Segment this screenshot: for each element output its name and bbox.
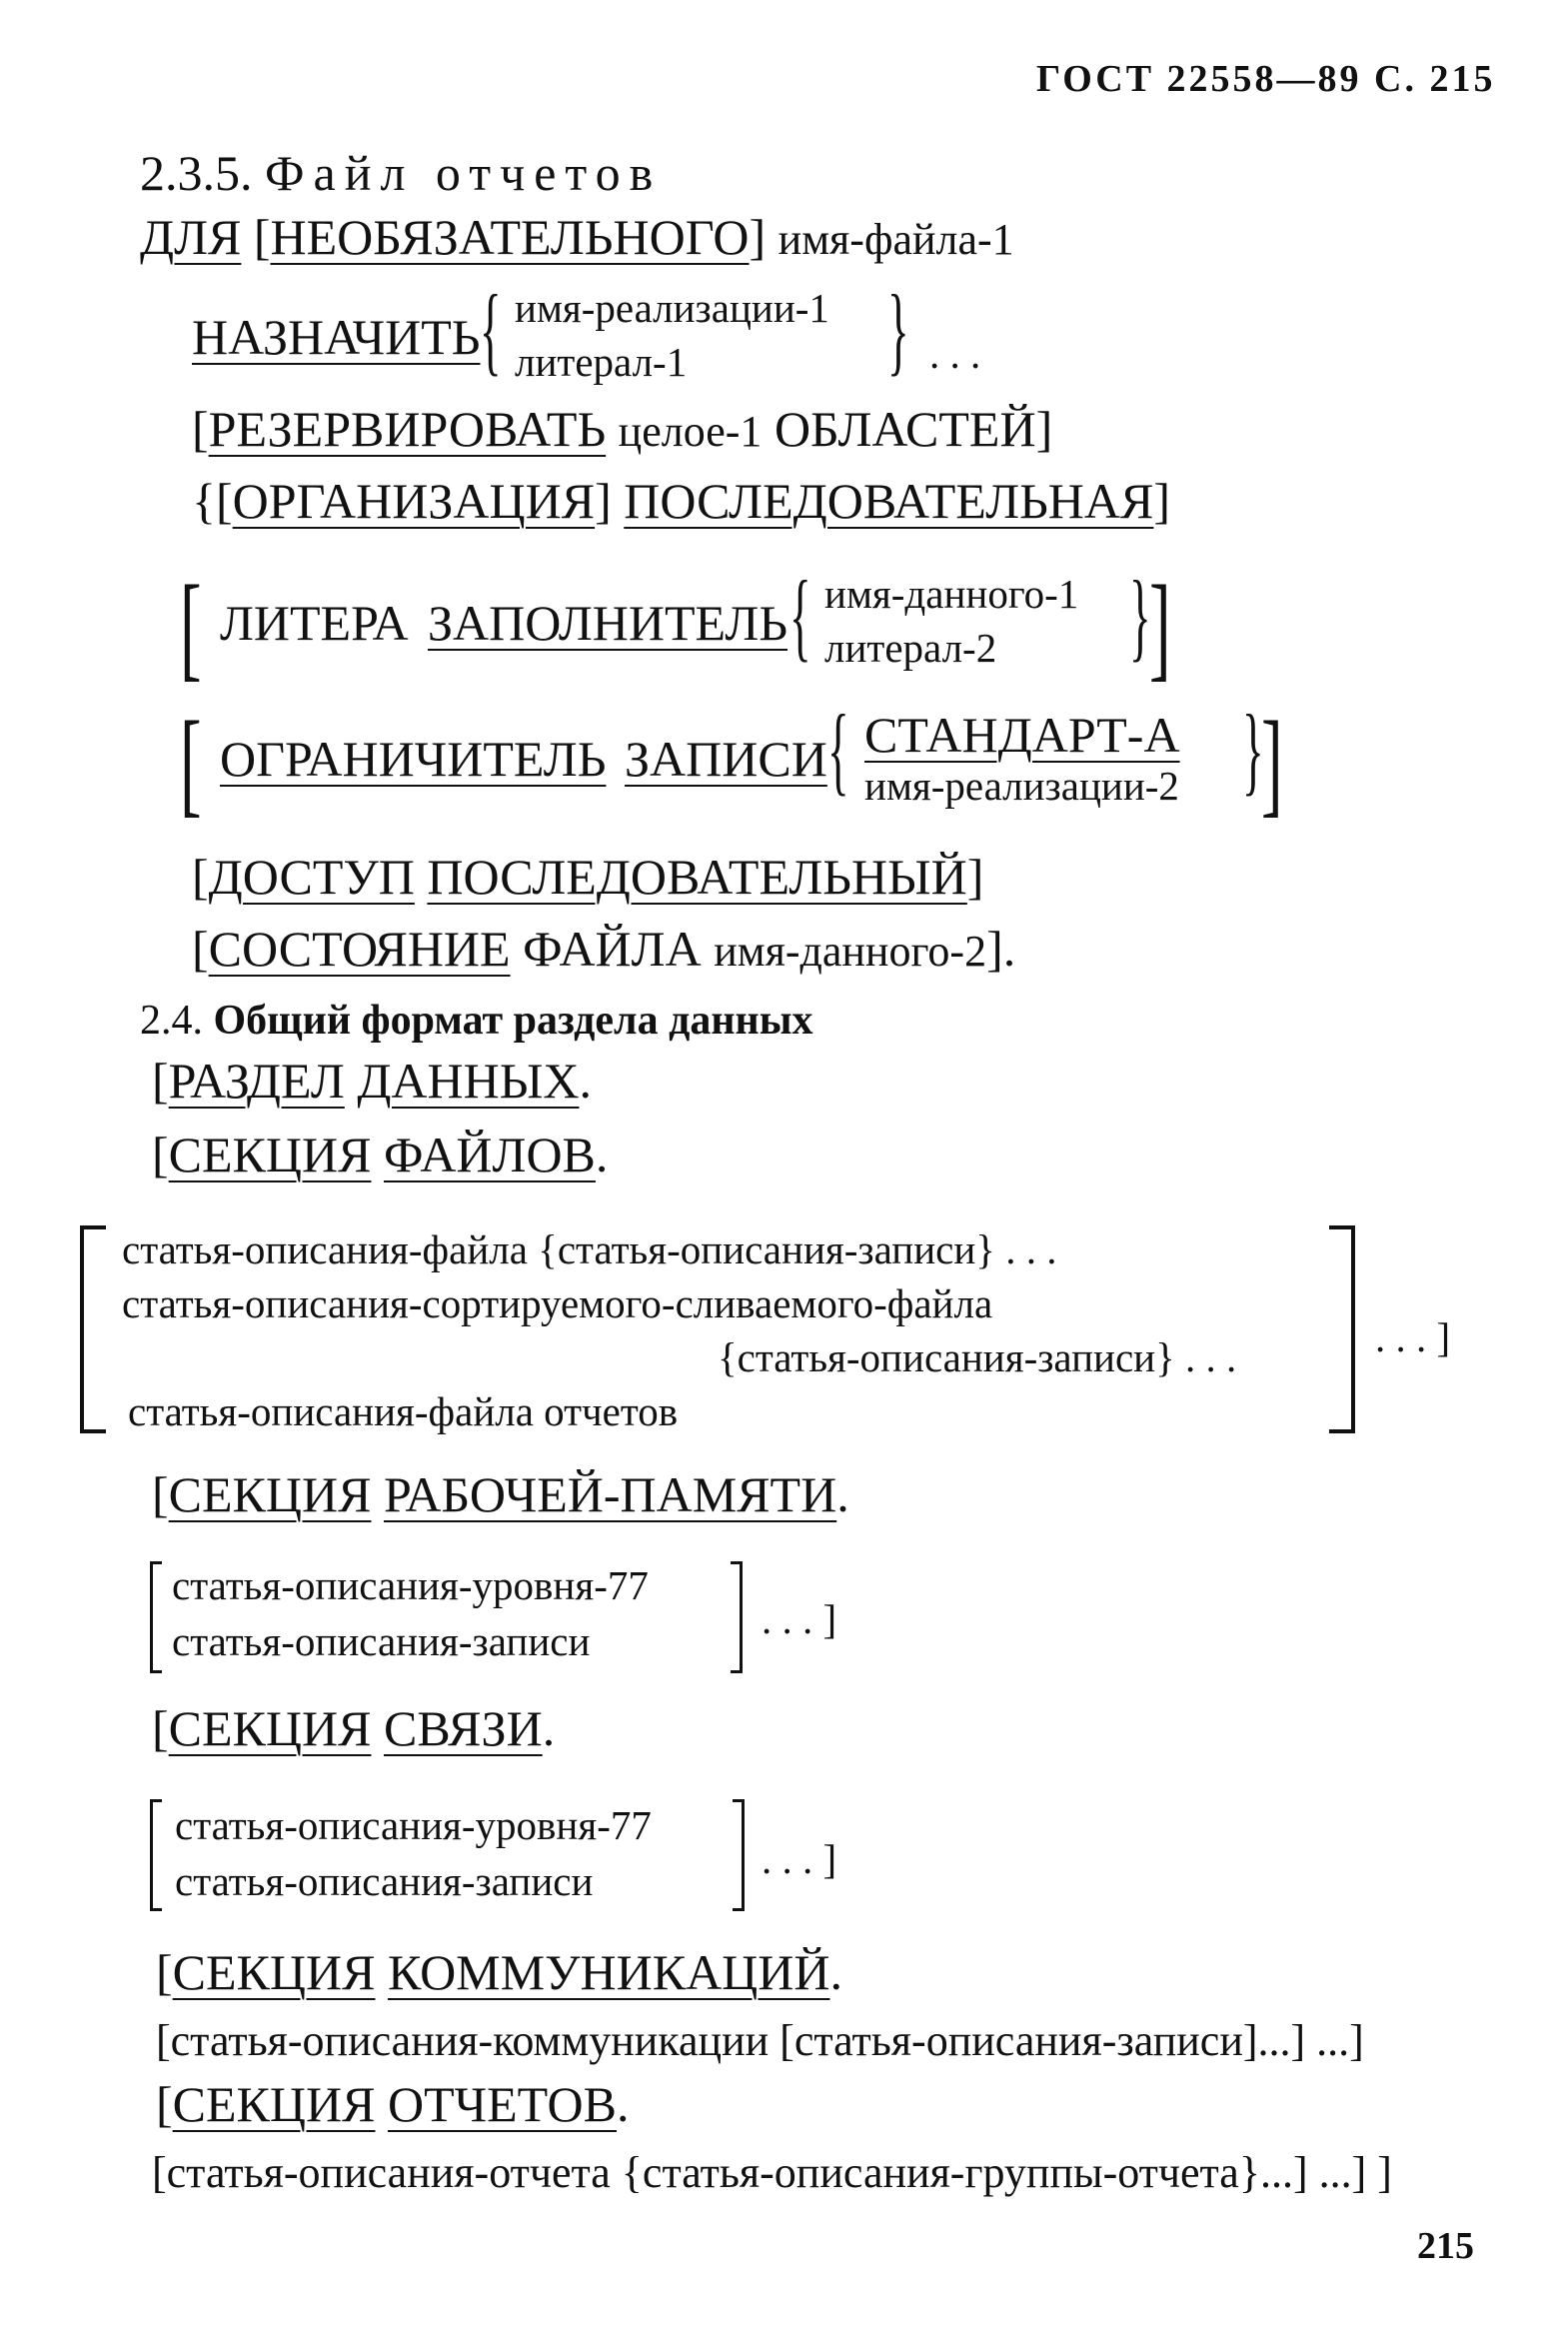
organization-line: {[ОРГАНИЗАЦИЯ] ПОСЛЕДОВАТЕЛЬНАЯ]: [192, 473, 1171, 529]
bracket-right-big-v: [1351, 1225, 1355, 1433]
section-title-24: Общий формат раздела данных: [213, 998, 813, 1044]
keyword-section-4: СЕКЦИЯ: [172, 1944, 376, 2000]
linkage-line: [СЕКЦИЯ СВЯЗИ.: [152, 1700, 556, 1756]
ellipsis: . . .: [929, 331, 981, 377]
keyword-files: ФАЙЛОВ: [383, 1127, 596, 1182]
keyword-division: РАЗДЕЛ: [168, 1053, 345, 1109]
literal-2: литерал-2: [824, 625, 997, 671]
section-number: 2.3.5.: [140, 145, 253, 201]
bracket-ws-left-bottom: [150, 1670, 162, 1673]
ls-record: статья-описания-записи: [175, 1858, 594, 1904]
keyword-reports: ОТЧЕТОВ: [387, 2076, 617, 2132]
working-storage-line: [СЕКЦИЯ РАБОЧЕЙ-ПАМЯТИ.: [152, 1466, 849, 1522]
keyword-data: ДАННЫХ: [357, 1053, 580, 1109]
keyword-section-2: СЕКЦИЯ: [168, 1466, 372, 1522]
bracket-left-big-v: [80, 1225, 84, 1433]
keyword-padding: ЗАПОЛНИТЕЛЬ: [428, 595, 788, 651]
file-section-line: [СЕКЦИЯ ФАЙЛОВ.: [152, 1127, 609, 1182]
impl-name-1: имя-реализации-1: [515, 285, 829, 331]
impl-name-2: имя-реализации-2: [864, 763, 1179, 809]
keyword-areas: ОБЛАСТЕЙ: [774, 401, 1036, 457]
bracket-open-2: [: [180, 697, 202, 828]
ws-record: статья-описания-записи: [172, 1618, 591, 1664]
brace-left: {: [480, 274, 502, 385]
brace-left-3: {: [827, 694, 849, 805]
keyword-dlya: ДЛЯ: [140, 209, 242, 265]
brace-left-2: {: [789, 560, 811, 671]
keyword-organization: ОРГАНИЗАЦИЯ: [232, 473, 596, 529]
brace-right-3: }: [1242, 694, 1264, 805]
bracket-ls-left-top: [150, 1799, 162, 1802]
header-page: 215: [1429, 58, 1496, 100]
data-name-1: имя-данного-1: [824, 571, 1079, 617]
keyword-communication: КОММУНИКАЦИЙ: [387, 1944, 830, 2000]
keyword-section-1: СЕКЦИЯ: [168, 1127, 372, 1182]
integer-1: целое-1: [618, 407, 763, 456]
bracket-ls-right-top: [733, 1799, 745, 1802]
keyword-linkage: СВЯЗИ: [383, 1700, 543, 1756]
rd-entry-line: статья-описания-файла отчетов: [128, 1388, 679, 1434]
bracket-ws-right-v: [740, 1561, 743, 1673]
communication-line: [СЕКЦИЯ КОММУНИКАЦИЙ.: [156, 1944, 842, 2000]
data-name-2: имя-данного-2: [714, 927, 987, 976]
literal-1: литерал-1: [515, 339, 688, 385]
bracket-right-big-top: [1329, 1225, 1355, 1229]
file-name-1: имя-файла-1: [778, 215, 1014, 264]
section-title: Файл отчетов: [265, 145, 663, 201]
sd-entry: статья-описания-сортируемого-сливаемого-файла: [122, 1280, 993, 1326]
keyword-delimiter: ОГРАНИЧИТЕЛЬ: [220, 731, 607, 787]
status-line: [СОСТОЯНИЕ ФАЙЛА имя-данного-2].: [192, 921, 1016, 977]
keyword-file: ФАЙЛА: [523, 921, 702, 977]
ws-level77: статья-описания-уровня-77: [172, 1562, 649, 1608]
cd-entry: [статья-описания-коммуникации [статья-описания-записи]...] ...]: [156, 2016, 1364, 2065]
keyword-sequential-f: ПОСЛЕДОВАТЕЛЬНАЯ: [624, 473, 1154, 529]
bracket-ws-right-bottom: [731, 1670, 743, 1673]
keyword-standard: СТАНДАРТ-А: [864, 707, 1180, 763]
keyword-optional: НЕОБЯЗАТЕЛЬНОГО: [270, 209, 750, 265]
bracket-ws-left-v: [150, 1561, 153, 1673]
keyword-reserve: РЕЗЕРВИРОВАТЬ: [208, 401, 607, 457]
running-header: [1036, 60, 1496, 98]
bracket-ls-left-bottom: [150, 1908, 162, 1911]
bracket-right-big-bottom: [1329, 1429, 1355, 1433]
ellipsis-big: . . . ]: [1375, 1314, 1451, 1360]
bracket-left-big-top: [80, 1225, 106, 1229]
section-heading-24: [140, 1000, 813, 1042]
bracket-left-big-bottom: [80, 1429, 106, 1433]
fd-entry: статья-описания-файла {статья-описания-записи} . . .: [122, 1226, 1057, 1272]
brace-right: }: [887, 274, 909, 385]
data-division-line: [РАЗДЕЛ ДАННЫХ.: [152, 1053, 592, 1109]
bracket-ls-right-bottom: [733, 1908, 745, 1911]
ellipsis-ls: . . . ]: [762, 1836, 837, 1882]
report-section-line: [СЕКЦИЯ ОТЧЕТОВ.: [156, 2076, 630, 2132]
bracket-ws-left-top: [150, 1561, 162, 1564]
bracket-close-1: ]: [1149, 561, 1171, 692]
bracket-close-2: ]: [1261, 697, 1283, 828]
keyword-working: РАБОЧЕЙ-ПАМЯТИ: [383, 1466, 837, 1522]
header-gost: ГОСТ: [1036, 58, 1155, 100]
access-line: [ДОСТУП ПОСЛЕДОВАТЕЛЬНЫЙ]: [192, 849, 984, 905]
sd-entry-cont: {статья-описания-записи} . . .: [718, 1334, 1237, 1380]
bracket-ws-right-top: [731, 1561, 743, 1564]
keyword-section-3: СЕКЦИЯ: [168, 1700, 372, 1756]
fd-line: ДЛЯ [НЕОБЯЗАТЕЛЬНОГО] имя-файла-1: [140, 209, 1014, 265]
bracket-ls-left-v: [150, 1799, 153, 1911]
section-number-24: 2.4.: [140, 998, 203, 1044]
brace-right-2: }: [1129, 560, 1151, 671]
header-page-label: С.: [1374, 58, 1417, 100]
keyword-assign: НАЗНАЧИТЬ: [192, 309, 481, 365]
keyword-record: ЗАПИСИ: [625, 731, 827, 787]
ls-level77: статья-описания-уровня-77: [175, 1802, 652, 1848]
section-heading-235: [140, 145, 663, 201]
header-number: 22558—89: [1166, 58, 1362, 100]
ellipsis-ws: . . . ]: [762, 1596, 837, 1642]
bracket-open-1: [: [180, 561, 202, 692]
rd-entry: [статья-описания-отчета {статья-описания-группы-отчета}...] ...] ]: [152, 2148, 1392, 2197]
keyword-sequential-m: ПОСЛЕДОВАТЕЛЬНЫЙ: [427, 849, 967, 905]
page-number: 215: [1417, 2225, 1474, 2267]
bracket-ls-right-v: [742, 1799, 745, 1911]
reserve-line: [РЕЗЕРВИРОВАТЬ целое-1 ОБЛАСТЕЙ]: [192, 401, 1053, 457]
keyword-litera: ЛИТЕРА: [220, 595, 409, 651]
keyword-status: СОСТОЯНИЕ: [208, 921, 511, 977]
keyword-section-5: СЕКЦИЯ: [172, 2076, 376, 2132]
keyword-access: ДОСТУП: [208, 849, 415, 905]
